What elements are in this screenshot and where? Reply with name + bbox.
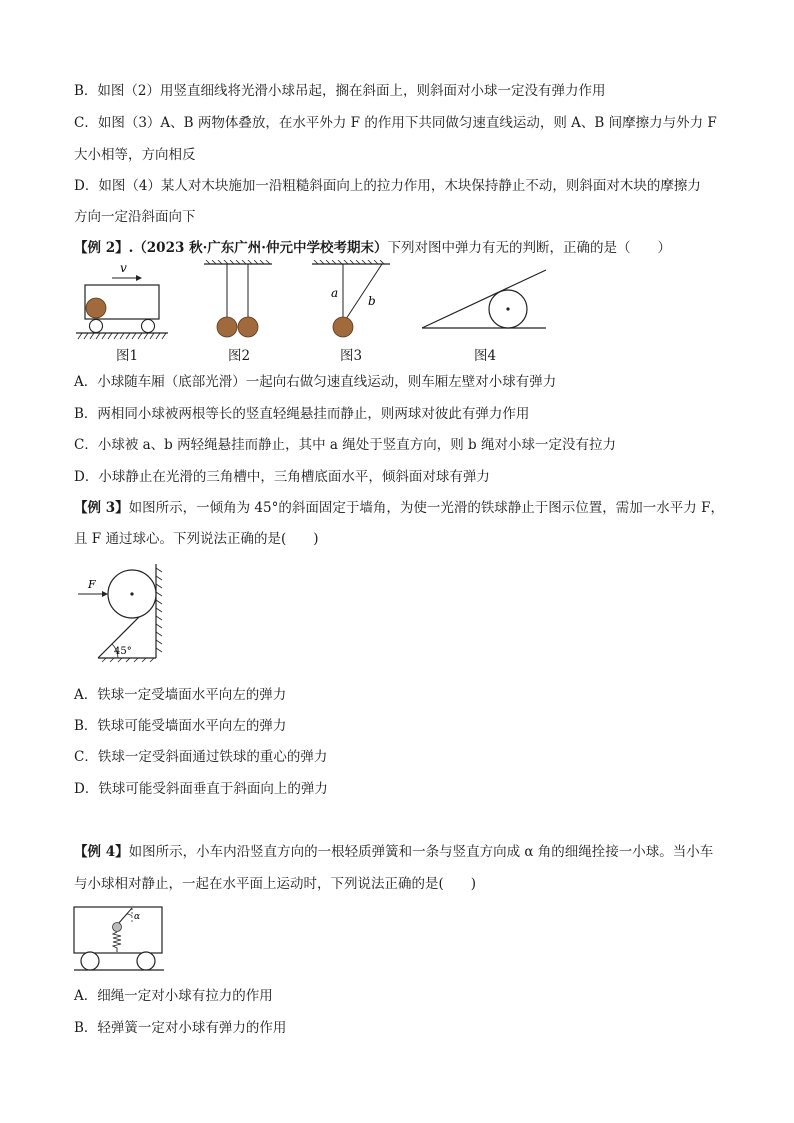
ex3-option-c: C．铁球一定受斜面通过铁球的重心的弹力 — [74, 749, 328, 765]
ex2-fig4-groove — [422, 270, 546, 328]
ex2-fig3-ball — [333, 317, 353, 337]
q1-option-b: B．如图（2）用竖直细线将光滑小球吊起，搁在斜面上，则斜面对小球一定没有弹力作用 — [74, 83, 606, 99]
ex3-figure — [74, 562, 166, 664]
ex2-caption-2: 图2 — [228, 348, 251, 364]
ex2-caption-1: 图1 — [116, 348, 139, 364]
ex2-source: .（2023 秋·广东广州·仲元中学校考期末） — [128, 240, 388, 256]
ex3-wall-hatch — [156, 568, 162, 652]
ex2-figures — [72, 260, 562, 342]
ex2-option-c: C．小球被 a、b 两轻绳悬挂而静止，其中 a 绳处于竖直方向，则 b 绳对小球一定没有拉力 — [74, 437, 616, 453]
ex2-fig1-v-label: v — [120, 261, 127, 275]
ex4-option-a: A．细绳一定对小球有拉力的作用 — [74, 988, 273, 1004]
ex4-tag: 【例 4】 — [74, 844, 129, 860]
ex3-force-label: F — [88, 578, 96, 591]
ex3-option-d: D．铁球可能受斜面垂直于斜面向上的弹力 — [74, 781, 328, 797]
q1-option-c-line2: 大小相等，方向相反 — [74, 147, 196, 163]
ex2-option-d: D．小球静止在光滑的三角槽中，三角槽底面水平，倾斜面对球有弹力 — [74, 469, 490, 485]
ex4-spring — [113, 932, 121, 952]
ex3-ball-center — [130, 592, 133, 595]
ex4-ball — [113, 923, 122, 932]
ex2-fig1-cart — [76, 261, 168, 339]
ex2-fig3-two-ropes — [312, 260, 390, 337]
ex4-stem-line2: 与小球相对静止，一起在水平面上运动时，下列说法正确的是( ) — [74, 876, 477, 892]
q1-option-d-line1: D．如图（4）某人对木块施加一沿粗糙斜面向上的拉力作用，木块保持静止不动，则斜面对木块的摩擦力 — [74, 178, 701, 194]
ex4-figure — [70, 904, 170, 974]
ex3-stem-line2: 且 F 通过球心。下列说法正确的是( ) — [74, 531, 319, 547]
ex3-stem-line1 — [74, 499, 724, 517]
ex2-caption-4: 图4 — [474, 348, 497, 364]
ex2-fig2-ball-right — [238, 317, 258, 337]
ex4-string — [118, 908, 132, 924]
ex4-stem-line1 — [74, 843, 713, 861]
ex4-alpha-label: α — [134, 912, 141, 922]
ex2-fig1-wheel-right — [142, 320, 155, 333]
ex4-angle-arc — [127, 914, 132, 916]
ex4-option-b: B．轻弹簧一定对小球有弹力的作用 — [74, 1020, 287, 1036]
ex2-option-a: A．小球随车厢（底部光滑）一起向右做匀速直线运动，则车厢左壁对小球有弹力 — [74, 374, 557, 390]
ex2-tag: 【例 2】 — [74, 240, 129, 256]
ex2-fig2-ball-left — [217, 317, 237, 337]
ex2-stem — [74, 239, 671, 257]
ex3-option-b: B．铁球可能受墙面水平向左的弹力 — [74, 718, 287, 734]
ex2-fig1-ball — [86, 298, 106, 318]
ex2-fig4-incline — [422, 270, 546, 328]
ex2-fig2-ceiling-hatch — [206, 260, 270, 264]
q1-option-d-line2: 方向一定沿斜面向下 — [74, 209, 196, 225]
ex2-stem-text: 下列对图中弹力有无的判断，正确的是（ ） — [387, 240, 671, 256]
ex2-option-b: B．两相同小球被两根等长的竖直轻绳悬挂而静止，则两球对彼此有弹力作用 — [74, 406, 530, 422]
ex4-wheel-right — [137, 952, 155, 970]
ex3-angle-label: 45° — [114, 646, 132, 657]
ex2-fig1-wheel-left — [90, 320, 103, 333]
q1-option-c-line1: C．如图（3）A、B 两物体叠放，在水平外力 F 的作用下共同做匀速直线运动，则 A、B 间摩擦力与外力 F — [74, 115, 717, 131]
ex3-stem-text: 如图所示，一倾角为 45°的斜面固定于墙角，为使一光滑的铁球静止于图示位置，需加一水平力 F， — [128, 500, 724, 516]
ex2-caption-3: 图3 — [340, 348, 363, 364]
ex2-fig3-ceiling-hatch — [314, 260, 384, 264]
ex4-stem-text: 如图所示，小车内沿竖直方向的一根轻质弹簧和一条与竖直方向成 α 角的细绳拴接一小球。当小车 — [128, 844, 714, 860]
ex3-option-a: A．铁球一定受墙面水平向左的弹力 — [74, 687, 287, 703]
ex2-fig1-arrowhead-icon — [136, 275, 142, 281]
ex2-fig2-pendulums — [204, 260, 272, 337]
ex2-fig3-label-a: a — [331, 286, 339, 300]
ex2-fig1-ground-hatch — [78, 333, 166, 339]
ex3-tag: 【例 3】 — [74, 500, 129, 516]
ex3-arrowhead-icon — [102, 591, 108, 597]
ex2-fig3-label-b: b — [368, 294, 376, 308]
ex2-fig3-rope-b — [346, 264, 382, 319]
ex4-wheel-left — [81, 952, 99, 970]
ex2-fig4-center-dot — [506, 307, 509, 310]
